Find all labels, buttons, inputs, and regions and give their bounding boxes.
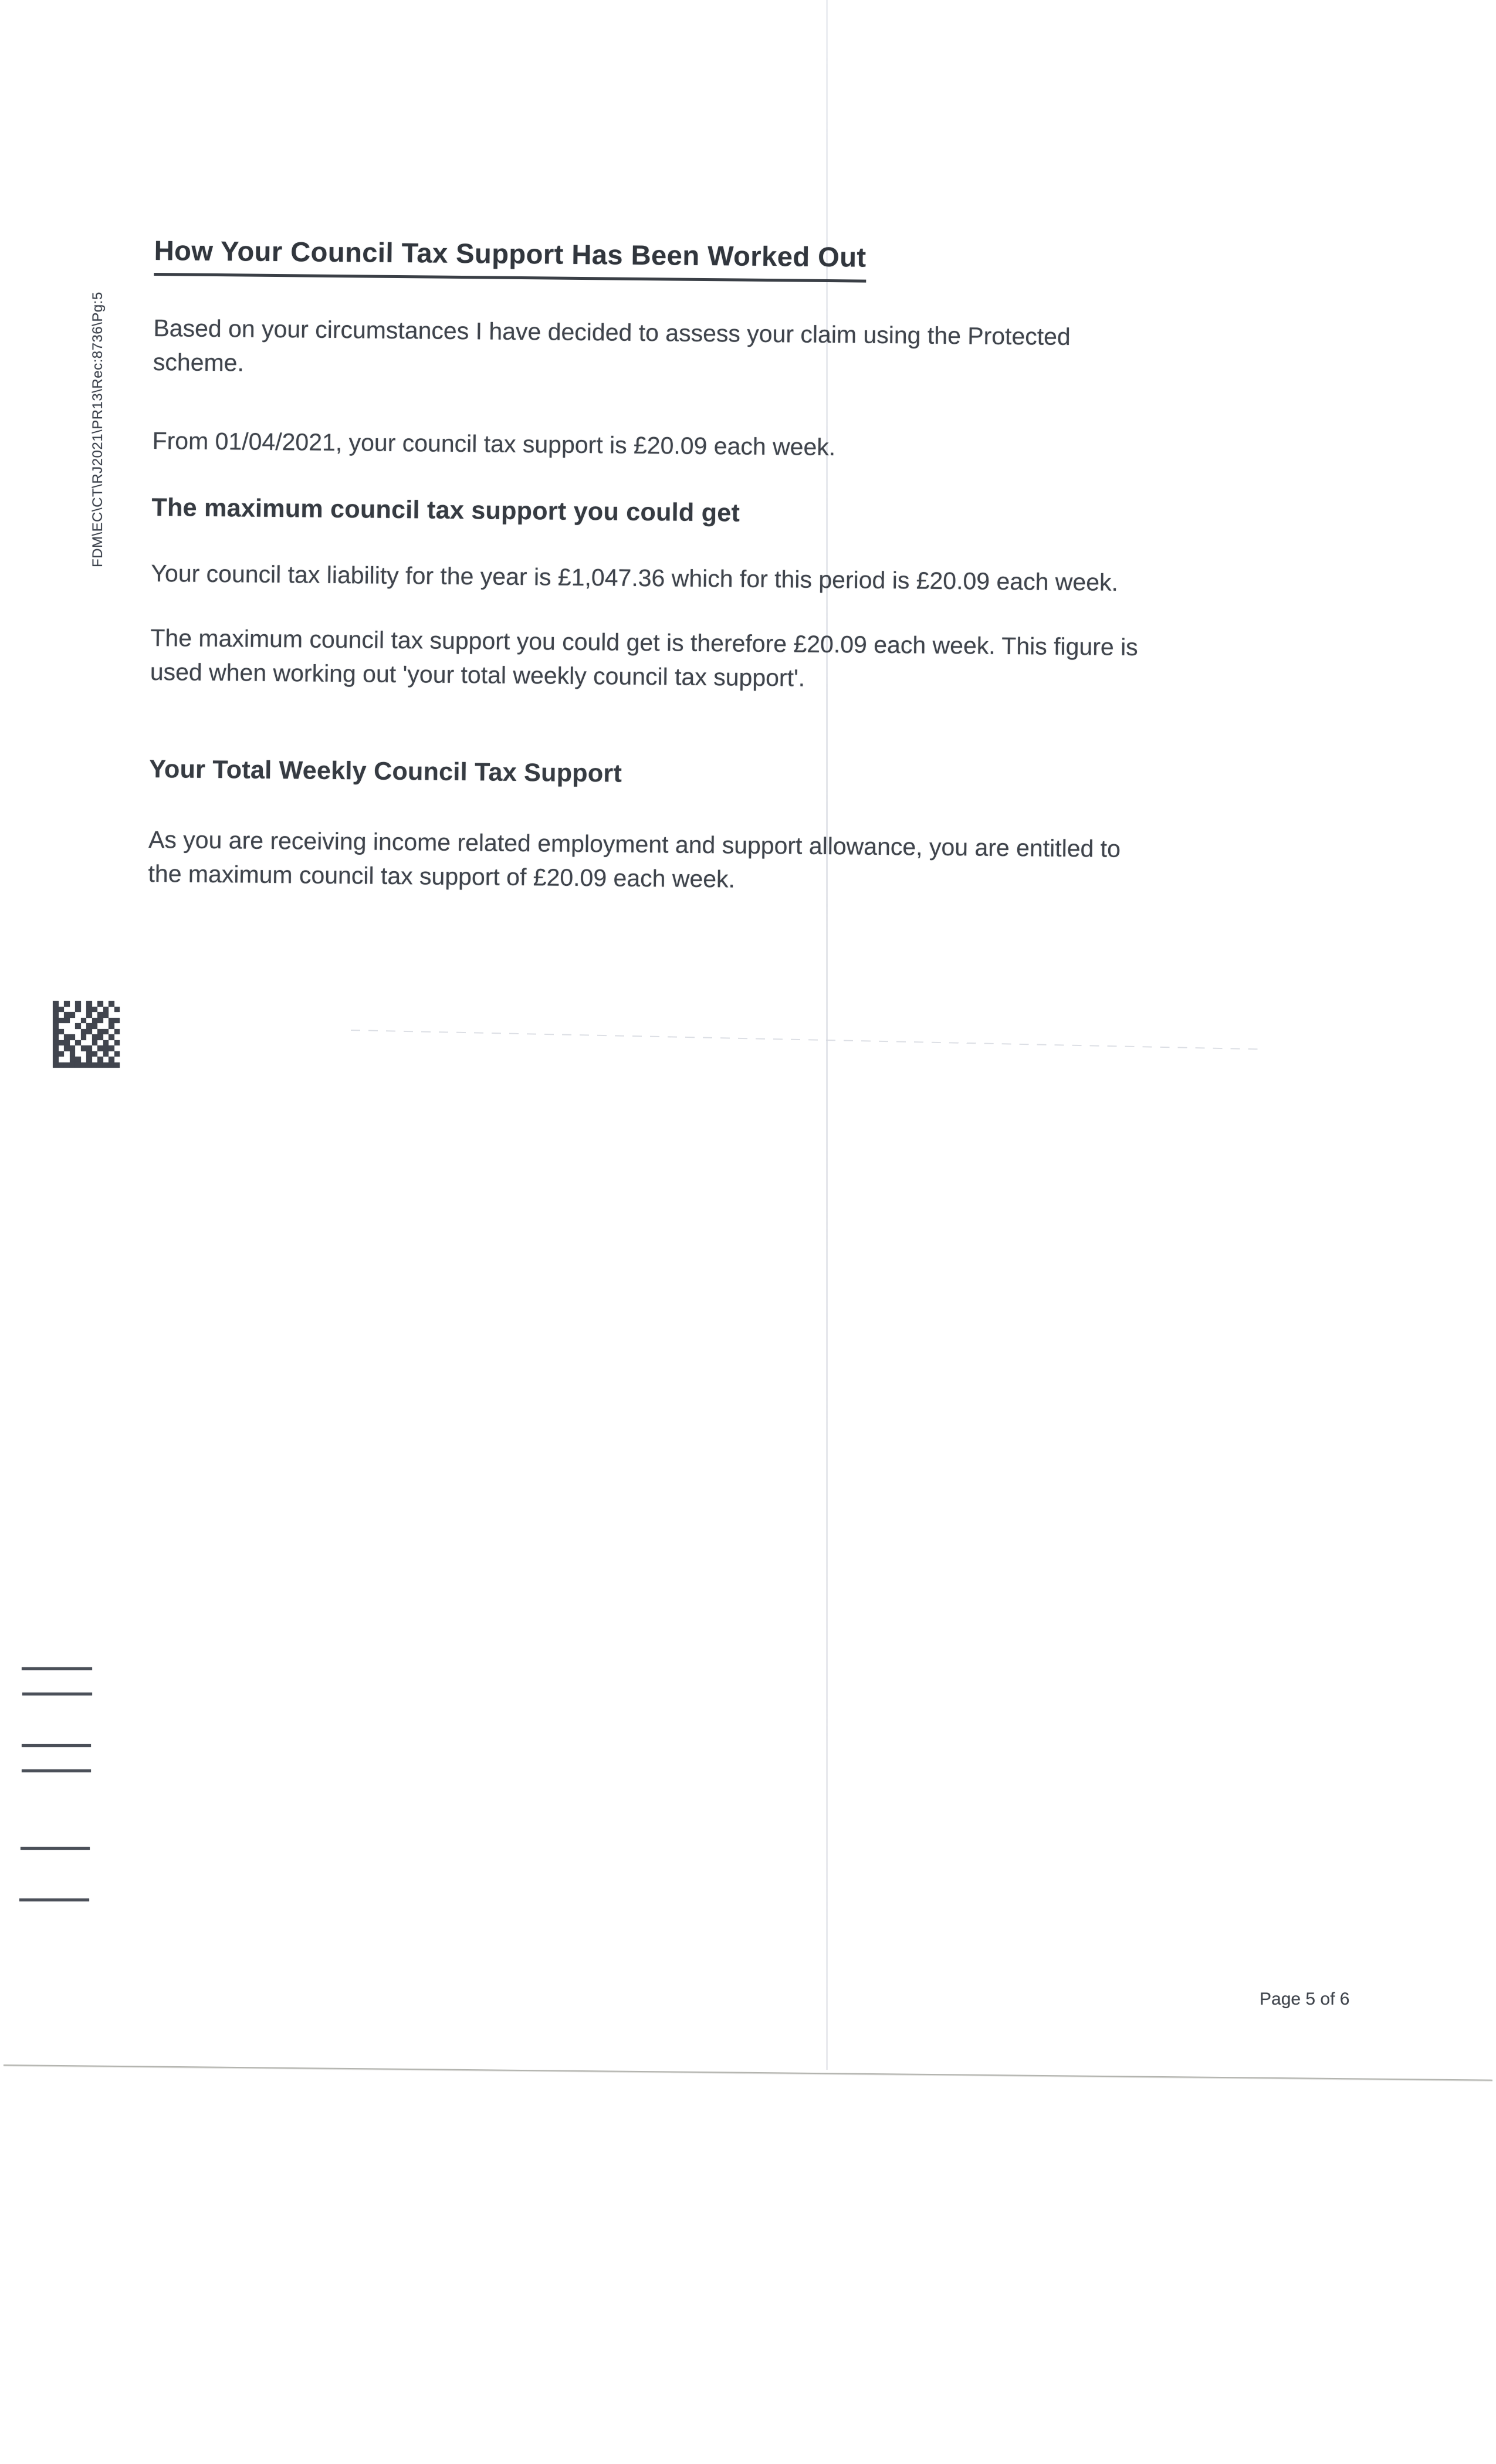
- barcode-cell: [92, 1018, 98, 1024]
- barcode-cell: [64, 1007, 70, 1013]
- barcode-cell: [81, 1018, 87, 1024]
- from-date-paragraph: [152, 424, 835, 464]
- barcode-cell: [103, 1007, 109, 1013]
- barcode-cell: [64, 1057, 70, 1062]
- barcode-cell: [97, 1023, 103, 1029]
- paper-bottom-edge: [4, 2064, 1492, 2081]
- fold-mark: [22, 1744, 91, 1747]
- barcode-cell: [109, 1062, 114, 1068]
- barcode-cell: [103, 1057, 109, 1062]
- barcode-cell: [114, 1012, 120, 1018]
- barcode-cell: [64, 1045, 70, 1051]
- barcode-cell: [59, 1034, 65, 1040]
- barcode-cell: [53, 1012, 59, 1018]
- barcode-cell: [86, 1040, 92, 1046]
- fold-mark: [22, 1667, 92, 1670]
- total-weekly-paragraph: [148, 823, 1121, 900]
- barcode-cell: [75, 1051, 81, 1057]
- barcode-cell: [70, 1034, 76, 1040]
- barcode-cell: [59, 1062, 65, 1068]
- liability-paragraph: [151, 556, 1118, 600]
- barcode-cell: [103, 1023, 109, 1029]
- barcode-cell: [114, 1029, 120, 1035]
- barcode-cell: [92, 1029, 98, 1035]
- barcode-cell: [103, 1034, 109, 1040]
- barcode-cell: [53, 1040, 59, 1046]
- fold-mark: [19, 1898, 89, 1901]
- barcode-cell: [92, 1001, 98, 1007]
- barcode-cell: [114, 1023, 120, 1029]
- barcode-cell: [53, 1034, 59, 1040]
- barcode-cell: [97, 1051, 103, 1057]
- barcode-cell: [109, 1040, 114, 1046]
- barcode-cell: [86, 1029, 92, 1035]
- barcode-cell: [59, 1007, 65, 1013]
- barcode-cell: [59, 1029, 65, 1035]
- barcode-cell: [81, 1051, 87, 1057]
- liability-line: Your council tax liability for the year is £1,047.36 which for this period is £20.09 each week.: [151, 559, 1119, 596]
- maximum-support-paragraph: [150, 621, 1138, 698]
- intro-line-2: scheme.: [153, 348, 245, 377]
- barcode-cell: [75, 1057, 81, 1062]
- letter-title: How Your Council Tax Support Has Been Worked Out: [154, 233, 867, 283]
- barcode-cell: [97, 1012, 103, 1018]
- barcode-cell: [86, 1062, 92, 1068]
- barcode-cell: [81, 1012, 87, 1018]
- barcode-cell: [75, 1045, 81, 1051]
- fold-mark: [22, 1693, 92, 1695]
- barcode-cell: [81, 1023, 87, 1029]
- barcode-cell: [97, 1007, 103, 1013]
- barcode-cell: [86, 1034, 92, 1040]
- fold-mark: [21, 1847, 90, 1850]
- barcode-cell: [81, 1001, 87, 1007]
- barcode-cell: [92, 1012, 98, 1018]
- barcode-cell: [92, 1040, 98, 1046]
- barcode-cell: [97, 1062, 103, 1068]
- barcode-cell: [59, 1040, 65, 1046]
- barcode-cell: [86, 1045, 92, 1051]
- barcode-cell: [92, 1062, 98, 1068]
- barcode-cell: [59, 1001, 65, 1007]
- barcode-cell: [114, 1045, 120, 1051]
- barcode-cell: [70, 1029, 76, 1035]
- barcode-cell: [75, 1034, 81, 1040]
- barcode-cell: [53, 1001, 59, 1007]
- barcode-cell: [53, 1062, 59, 1068]
- barcode-cell: [109, 1012, 114, 1018]
- barcode-cell: [114, 1007, 120, 1013]
- barcode-cell: [86, 1057, 92, 1062]
- barcode-cell: [114, 1001, 120, 1007]
- barcode-cell: [114, 1051, 120, 1057]
- barcode-cell: [81, 1029, 87, 1035]
- maximum-support-line-2: used when working out 'your total weekly council tax support'.: [150, 658, 805, 692]
- maximum-support-line-1: The maximum council tax support you could get is therefore £20.09 each week. This figure is: [150, 624, 1138, 661]
- total-weekly-line-1: As you are receiving income related employment and support allowance, you are entitled to: [148, 825, 1121, 862]
- barcode-cell: [97, 1045, 103, 1051]
- datamatrix-barcode-icon: [53, 1001, 120, 1068]
- barcode-cell: [114, 1057, 120, 1062]
- barcode-cell: [109, 1018, 114, 1024]
- barcode-cell: [64, 1018, 70, 1024]
- barcode-cell: [81, 1007, 87, 1013]
- barcode-cell: [64, 1001, 70, 1007]
- barcode-cell: [70, 1057, 76, 1062]
- barcode-cell: [75, 1040, 81, 1046]
- page-number: Page 5 of 6: [1260, 1989, 1350, 2009]
- barcode-cell: [64, 1029, 70, 1035]
- barcode-cell: [81, 1040, 87, 1046]
- barcode-cell: [92, 1057, 98, 1062]
- barcode-cell: [97, 1001, 103, 1007]
- barcode-cell: [109, 1029, 114, 1035]
- barcode-cell: [64, 1034, 70, 1040]
- barcode-cell: [53, 1018, 59, 1024]
- barcode-cell: [97, 1057, 103, 1062]
- barcode-cell: [59, 1018, 65, 1024]
- barcode-cell: [103, 1018, 109, 1024]
- barcode-cell: [86, 1012, 92, 1018]
- barcode-cell: [109, 1057, 114, 1062]
- total-weekly-line-2: the maximum council tax support of £20.09 each week.: [148, 859, 736, 893]
- barcode-cell: [92, 1045, 98, 1051]
- barcode-cell: [109, 1034, 114, 1040]
- barcode-cell: [53, 1023, 59, 1029]
- letter-title-block: [154, 233, 867, 283]
- barcode-cell: [103, 1029, 109, 1035]
- barcode-cell: [64, 1023, 70, 1029]
- horizontal-fold-crease: [351, 1030, 1259, 1050]
- barcode-cell: [81, 1062, 87, 1068]
- barcode-cell: [70, 1018, 76, 1024]
- barcode-cell: [75, 1018, 81, 1024]
- barcode-cell: [92, 1051, 98, 1057]
- barcode-cell: [53, 1029, 59, 1035]
- barcode-cell: [103, 1040, 109, 1046]
- barcode-cell: [59, 1051, 65, 1057]
- barcode-cell: [92, 1023, 98, 1029]
- letter-body: [147, 233, 1363, 979]
- barcode-cell: [70, 1023, 76, 1029]
- barcode-cell: [109, 1007, 114, 1013]
- barcode-cell: [86, 1001, 92, 1007]
- barcode-cell: [103, 1062, 109, 1068]
- barcode-cell: [86, 1018, 92, 1024]
- intro-line-1: Based on your circumstances I have decided to assess your claim using the Protected: [153, 314, 1071, 350]
- fold-mark: [22, 1769, 91, 1772]
- barcode-cell: [81, 1034, 87, 1040]
- barcode-cell: [103, 1051, 109, 1057]
- barcode-cell: [114, 1040, 120, 1046]
- barcode-cell: [92, 1007, 98, 1013]
- barcode-cell: [59, 1023, 65, 1029]
- barcode-cell: [53, 1007, 59, 1013]
- barcode-cell: [97, 1034, 103, 1040]
- barcode-cell: [86, 1023, 92, 1029]
- barcode-cell: [114, 1034, 120, 1040]
- barcode-cell: [97, 1029, 103, 1035]
- barcode-cell: [59, 1012, 65, 1018]
- barcode-cell: [109, 1023, 114, 1029]
- barcode-cell: [70, 1012, 76, 1018]
- barcode-cell: [75, 1062, 81, 1068]
- barcode-cell: [70, 1045, 76, 1051]
- barcode-cell: [75, 1007, 81, 1013]
- barcode-cell: [109, 1045, 114, 1051]
- barcode-cell: [86, 1007, 92, 1013]
- barcode-cell: [75, 1023, 81, 1029]
- barcode-cell: [70, 1040, 76, 1046]
- from-date-line: From 01/04/2021, your council tax support is £20.09 each week.: [152, 427, 836, 461]
- barcode-cell: [75, 1001, 81, 1007]
- maximum-support-heading: The maximum council tax support you could get: [151, 493, 740, 527]
- barcode-cell: [70, 1007, 76, 1013]
- barcode-cell: [53, 1045, 59, 1051]
- barcode-cell: [64, 1051, 70, 1057]
- barcode-cell: [64, 1012, 70, 1018]
- barcode-cell: [109, 1051, 114, 1057]
- barcode-cell: [86, 1051, 92, 1057]
- barcode-cell: [75, 1029, 81, 1035]
- barcode-cell: [92, 1034, 98, 1040]
- barcode-cell: [109, 1001, 114, 1007]
- barcode-cell: [81, 1057, 87, 1062]
- barcode-cell: [103, 1045, 109, 1051]
- barcode-cell: [97, 1018, 103, 1024]
- intro-paragraph: [153, 311, 1071, 388]
- barcode-cell: [53, 1057, 59, 1062]
- barcode-cell: [70, 1062, 76, 1068]
- barcode-cell: [53, 1051, 59, 1057]
- barcode-cell: [59, 1045, 65, 1051]
- barcode-cell: [70, 1001, 76, 1007]
- barcode-cell: [81, 1045, 87, 1051]
- barcode-cell: [70, 1051, 76, 1057]
- total-weekly-heading: Your Total Weekly Council Tax Support: [149, 754, 622, 788]
- barcode-cell: [64, 1040, 70, 1046]
- barcode-cell: [64, 1062, 70, 1068]
- barcode-cell: [97, 1040, 103, 1046]
- document-reference-vertical: FDM\EC\CT\RJ2021\PR13\Rec:8736\Pg:5: [90, 292, 106, 567]
- barcode-cell: [103, 1001, 109, 1007]
- barcode-cell: [114, 1018, 120, 1024]
- barcode-cell: [75, 1012, 81, 1018]
- barcode-cell: [114, 1062, 120, 1068]
- barcode-cell: [103, 1012, 109, 1018]
- barcode-cell: [59, 1057, 65, 1062]
